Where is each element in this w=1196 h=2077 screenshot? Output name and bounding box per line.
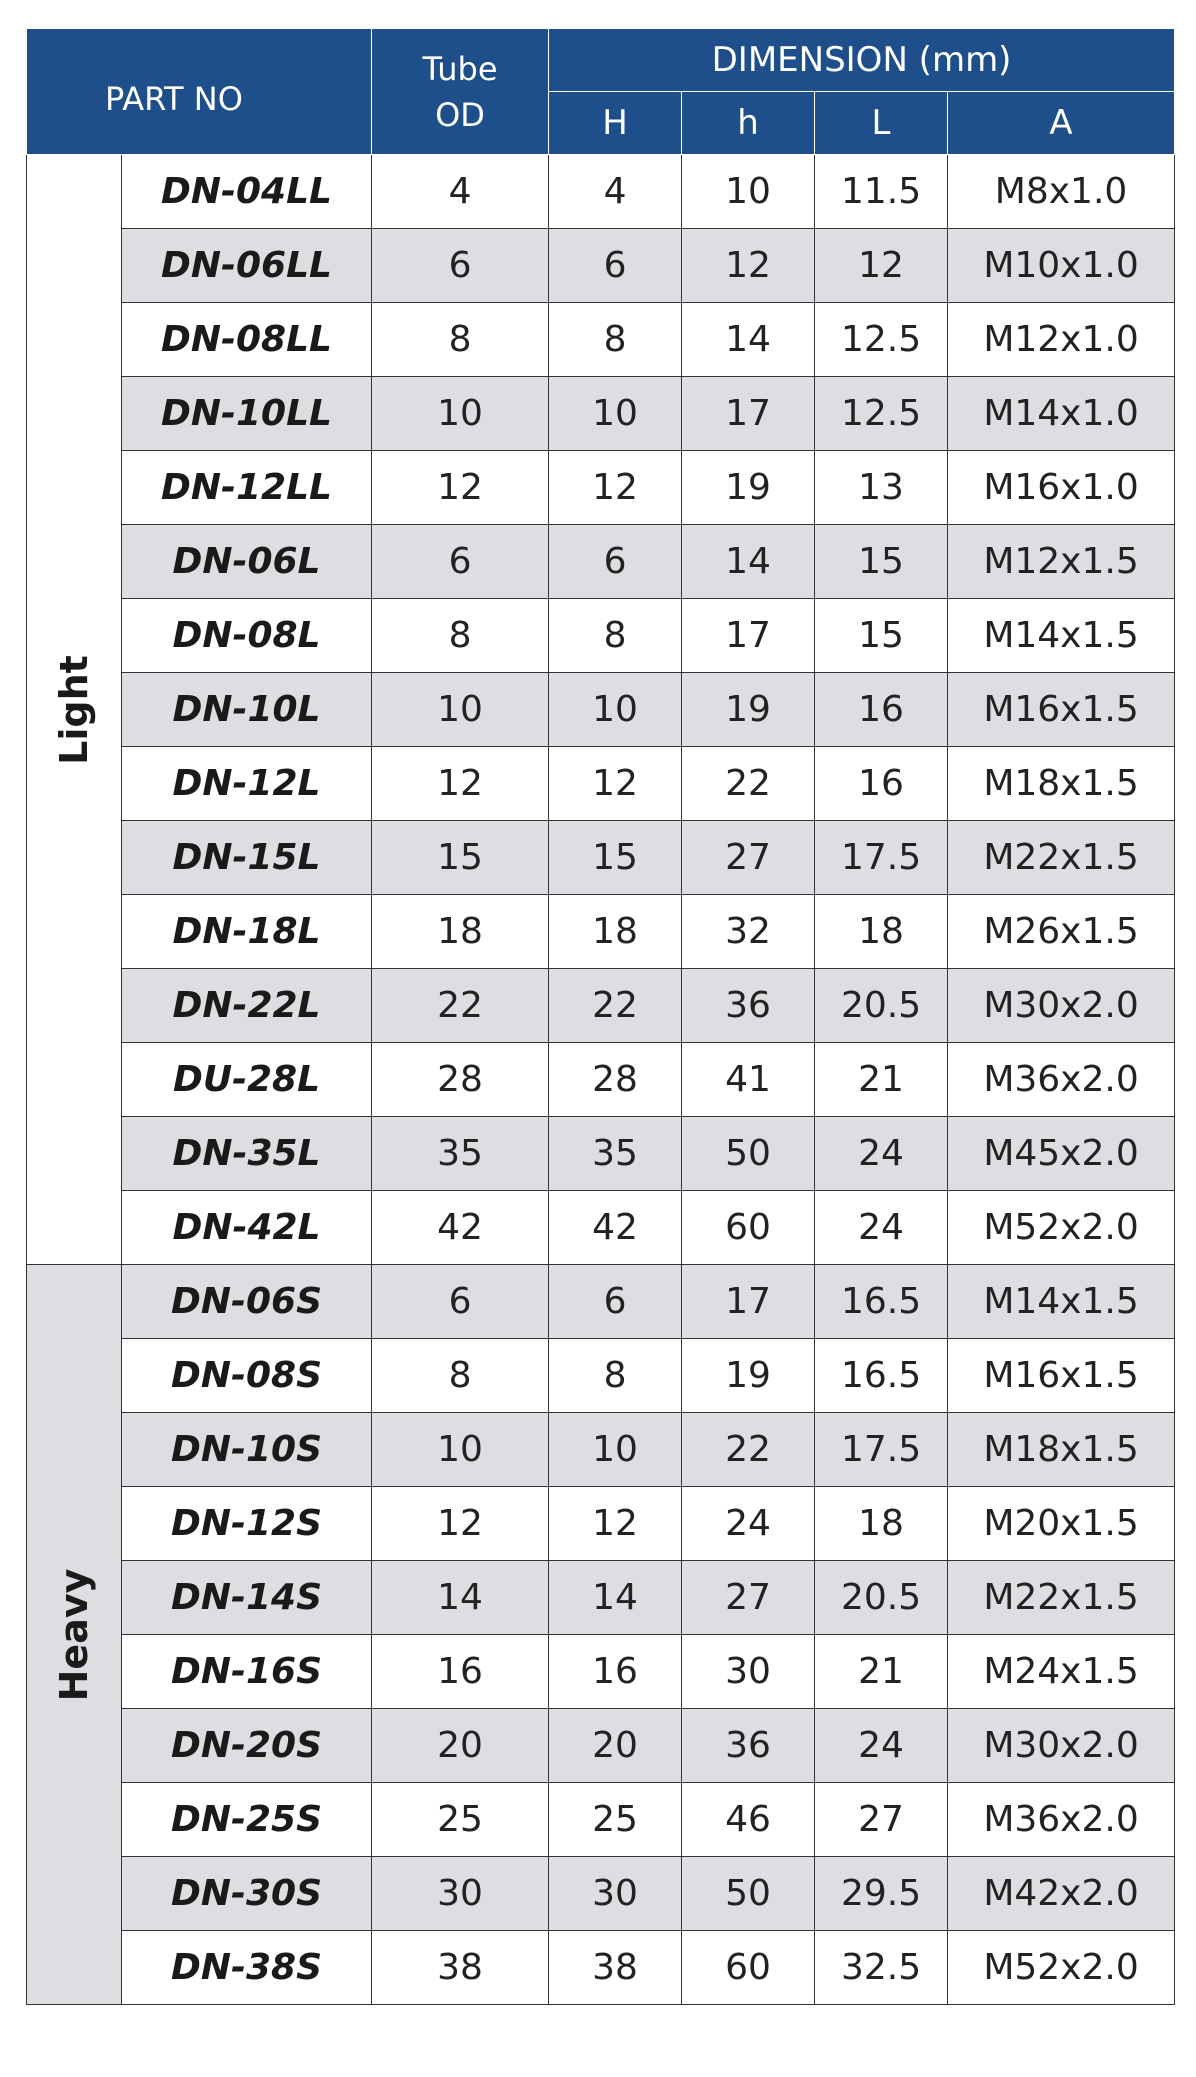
tube-od-cell: 4 xyxy=(372,155,549,229)
table-row xyxy=(27,377,1175,451)
dim-H-cell: 10 xyxy=(549,377,682,451)
part-no-cell: DN-10LL xyxy=(122,377,372,451)
dim-h-cell: 24 xyxy=(682,1487,815,1561)
tube-od-header-line2: OD xyxy=(435,95,485,134)
dim-A-cell: M16x1.5 xyxy=(948,673,1175,747)
dimension-table-container xyxy=(26,28,1174,2071)
dim-A-cell: M18x1.5 xyxy=(948,1413,1175,1487)
group-cell-heavy xyxy=(27,1265,122,2005)
dim-A-cell: M14x1.5 xyxy=(948,1265,1175,1339)
dim-H-cell: 25 xyxy=(549,1783,682,1857)
dim-L-cell: 24 xyxy=(815,1117,948,1191)
part-no-cell: DN-22L xyxy=(122,969,372,1043)
dim-L-cell: 27 xyxy=(815,1783,948,1857)
dim-H-cell: 12 xyxy=(549,747,682,821)
table-row xyxy=(27,303,1175,377)
part-no-cell: DN-18L xyxy=(122,895,372,969)
part-no-header: PART NO xyxy=(27,29,372,155)
part-no-cell: DN-42L xyxy=(122,1191,372,1265)
dim-H-cell: 10 xyxy=(549,673,682,747)
dim-h-cell: 60 xyxy=(682,1191,815,1265)
dim-H-cell: 30 xyxy=(549,1857,682,1931)
part-no-cell: DN-12S xyxy=(122,1487,372,1561)
table-row xyxy=(27,1043,1175,1117)
dim-A-cell: M12x1.0 xyxy=(948,303,1175,377)
dim-A-cell: M20x1.5 xyxy=(948,1487,1175,1561)
dim-A-cell: M22x1.5 xyxy=(948,821,1175,895)
dim-h-cell: 22 xyxy=(682,1413,815,1487)
dim-A-cell: M14x1.0 xyxy=(948,377,1175,451)
dim-A-cell: M16x1.5 xyxy=(948,1339,1175,1413)
tube-od-cell: 20 xyxy=(372,1709,549,1783)
dim-A-cell: M52x2.0 xyxy=(948,1931,1175,2005)
col-header-A: A xyxy=(948,92,1175,155)
dim-H-cell: 20 xyxy=(549,1709,682,1783)
part-no-cell: DN-06S xyxy=(122,1265,372,1339)
part-no-cell: DN-06LL xyxy=(122,229,372,303)
part-no-cell: DN-30S xyxy=(122,1857,372,1931)
table-row xyxy=(27,1709,1175,1783)
dim-h-cell: 36 xyxy=(682,969,815,1043)
part-no-cell: DN-16S xyxy=(122,1635,372,1709)
tube-od-cell: 25 xyxy=(372,1783,549,1857)
table-row xyxy=(27,1413,1175,1487)
dim-L-cell: 24 xyxy=(815,1191,948,1265)
dim-A-cell: M24x1.5 xyxy=(948,1635,1175,1709)
part-no-cell: DN-10L xyxy=(122,673,372,747)
dim-H-cell: 38 xyxy=(549,1931,682,2005)
table-row xyxy=(27,969,1175,1043)
table-body xyxy=(27,155,1175,2005)
table-row xyxy=(27,1265,1175,1339)
group-label-light: Light xyxy=(52,654,96,765)
dim-A-cell: M45x2.0 xyxy=(948,1117,1175,1191)
tube-od-header-line1: Tube xyxy=(422,49,498,88)
tube-od-cell: 38 xyxy=(372,1931,549,2005)
dim-h-cell: 14 xyxy=(682,303,815,377)
dim-L-cell: 15 xyxy=(815,599,948,673)
dim-H-cell: 12 xyxy=(549,1487,682,1561)
tube-od-cell: 6 xyxy=(372,525,549,599)
dim-h-cell: 50 xyxy=(682,1117,815,1191)
tube-od-cell: 35 xyxy=(372,1117,549,1191)
part-no-cell: DN-08L xyxy=(122,599,372,673)
dim-L-cell: 32.5 xyxy=(815,1931,948,2005)
dim-A-cell: M36x2.0 xyxy=(948,1783,1175,1857)
dim-h-cell: 17 xyxy=(682,1265,815,1339)
tube-od-cell: 10 xyxy=(372,1413,549,1487)
dim-h-cell: 12 xyxy=(682,229,815,303)
part-no-cell: DN-15L xyxy=(122,821,372,895)
dim-H-cell: 42 xyxy=(549,1191,682,1265)
dim-L-cell: 12.5 xyxy=(815,303,948,377)
dim-L-cell: 12.5 xyxy=(815,377,948,451)
table-row xyxy=(27,821,1175,895)
part-no-cell: DN-04LL xyxy=(122,155,372,229)
dim-L-cell: 16 xyxy=(815,747,948,821)
dim-L-cell: 17.5 xyxy=(815,1413,948,1487)
part-no-cell: DN-06L xyxy=(122,525,372,599)
dim-h-cell: 17 xyxy=(682,377,815,451)
dim-h-cell: 14 xyxy=(682,525,815,599)
table-row xyxy=(27,1339,1175,1413)
col-header-L: L xyxy=(815,92,948,155)
dim-L-cell: 16 xyxy=(815,673,948,747)
part-no-cell: DN-38S xyxy=(122,1931,372,2005)
dim-L-cell: 20.5 xyxy=(815,1561,948,1635)
dim-H-cell: 12 xyxy=(549,451,682,525)
dim-h-cell: 10 xyxy=(682,155,815,229)
dim-L-cell: 20.5 xyxy=(815,969,948,1043)
table-row xyxy=(27,895,1175,969)
part-no-cell: DN-12LL xyxy=(122,451,372,525)
dim-L-cell: 16.5 xyxy=(815,1339,948,1413)
dim-L-cell: 15 xyxy=(815,525,948,599)
dim-h-cell: 50 xyxy=(682,1857,815,1931)
dim-A-cell: M52x2.0 xyxy=(948,1191,1175,1265)
tube-od-cell: 42 xyxy=(372,1191,549,1265)
table-row xyxy=(27,1857,1175,1931)
col-header-h: h xyxy=(682,92,815,155)
dim-H-cell: 6 xyxy=(549,1265,682,1339)
dim-L-cell: 21 xyxy=(815,1043,948,1117)
dim-A-cell: M14x1.5 xyxy=(948,599,1175,673)
dim-h-cell: 32 xyxy=(682,895,815,969)
tube-od-cell: 16 xyxy=(372,1635,549,1709)
tube-od-cell: 10 xyxy=(372,377,549,451)
dim-L-cell: 24 xyxy=(815,1709,948,1783)
dim-h-cell: 22 xyxy=(682,747,815,821)
tube-od-cell: 12 xyxy=(372,1487,549,1561)
part-no-cell: DN-25S xyxy=(122,1783,372,1857)
dim-L-cell: 18 xyxy=(815,1487,948,1561)
dim-L-cell: 17.5 xyxy=(815,821,948,895)
tube-od-cell: 15 xyxy=(372,821,549,895)
table-row xyxy=(27,1191,1175,1265)
dim-A-cell: M26x1.5 xyxy=(948,895,1175,969)
tube-od-cell: 18 xyxy=(372,895,549,969)
group-cell-light xyxy=(27,155,122,1265)
dim-h-cell: 60 xyxy=(682,1931,815,2005)
table-row xyxy=(27,747,1175,821)
part-no-cell: DN-08S xyxy=(122,1339,372,1413)
tube-od-cell: 28 xyxy=(372,1043,549,1117)
table-row xyxy=(27,1783,1175,1857)
table-row xyxy=(27,1117,1175,1191)
tube-od-cell: 8 xyxy=(372,303,549,377)
dim-h-cell: 46 xyxy=(682,1783,815,1857)
dim-A-cell: M8x1.0 xyxy=(948,155,1175,229)
dim-L-cell: 29.5 xyxy=(815,1857,948,1931)
table-row xyxy=(27,1561,1175,1635)
dim-A-cell: M16x1.0 xyxy=(948,451,1175,525)
tube-od-header xyxy=(372,29,549,155)
tube-od-cell: 12 xyxy=(372,451,549,525)
dim-H-cell: 8 xyxy=(549,1339,682,1413)
table-row xyxy=(27,1487,1175,1561)
dim-L-cell: 21 xyxy=(815,1635,948,1709)
table-header xyxy=(27,29,1175,155)
dim-H-cell: 8 xyxy=(549,599,682,673)
dim-h-cell: 17 xyxy=(682,599,815,673)
tube-od-cell: 8 xyxy=(372,1339,549,1413)
dim-L-cell: 12 xyxy=(815,229,948,303)
tube-od-cell: 30 xyxy=(372,1857,549,1931)
dim-H-cell: 16 xyxy=(549,1635,682,1709)
dim-h-cell: 27 xyxy=(682,1561,815,1635)
part-no-cell: DU-28L xyxy=(122,1043,372,1117)
part-no-cell: DN-20S xyxy=(122,1709,372,1783)
table-row xyxy=(27,673,1175,747)
dim-H-cell: 35 xyxy=(549,1117,682,1191)
dim-H-cell: 22 xyxy=(549,969,682,1043)
dim-A-cell: M30x2.0 xyxy=(948,969,1175,1043)
table-row xyxy=(27,1635,1175,1709)
table-row xyxy=(27,451,1175,525)
dim-h-cell: 27 xyxy=(682,821,815,895)
dim-A-cell: M22x1.5 xyxy=(948,1561,1175,1635)
dim-h-cell: 36 xyxy=(682,1709,815,1783)
dim-L-cell: 13 xyxy=(815,451,948,525)
dim-A-cell: M10x1.0 xyxy=(948,229,1175,303)
col-header-H: H xyxy=(549,92,682,155)
dim-H-cell: 18 xyxy=(549,895,682,969)
dim-H-cell: 28 xyxy=(549,1043,682,1117)
dim-h-cell: 30 xyxy=(682,1635,815,1709)
dimension-header: DIMENSION (mm) xyxy=(549,29,1175,92)
dim-H-cell: 14 xyxy=(549,1561,682,1635)
dim-H-cell: 8 xyxy=(549,303,682,377)
dim-h-cell: 19 xyxy=(682,673,815,747)
part-no-cell: DN-10S xyxy=(122,1413,372,1487)
tube-od-cell: 14 xyxy=(372,1561,549,1635)
dim-L-cell: 18 xyxy=(815,895,948,969)
dim-L-cell: 16.5 xyxy=(815,1265,948,1339)
dim-A-cell: M12x1.5 xyxy=(948,525,1175,599)
table-row xyxy=(27,525,1175,599)
part-no-cell: DN-35L xyxy=(122,1117,372,1191)
dim-A-cell: M18x1.5 xyxy=(948,747,1175,821)
table-row xyxy=(27,1931,1175,2005)
table-row xyxy=(27,229,1175,303)
tube-od-cell: 12 xyxy=(372,747,549,821)
dim-H-cell: 10 xyxy=(549,1413,682,1487)
dim-L-cell: 11.5 xyxy=(815,155,948,229)
part-no-cell: DN-14S xyxy=(122,1561,372,1635)
table-row xyxy=(27,599,1175,673)
tube-od-cell: 6 xyxy=(372,229,549,303)
part-no-cell: DN-08LL xyxy=(122,303,372,377)
dim-H-cell: 4 xyxy=(549,155,682,229)
dim-h-cell: 41 xyxy=(682,1043,815,1117)
dim-H-cell: 6 xyxy=(549,525,682,599)
part-no-cell: DN-12L xyxy=(122,747,372,821)
dim-A-cell: M36x2.0 xyxy=(948,1043,1175,1117)
dimension-table xyxy=(26,28,1175,2005)
dim-h-cell: 19 xyxy=(682,1339,815,1413)
dim-H-cell: 15 xyxy=(549,821,682,895)
group-label-heavy: Heavy xyxy=(52,1568,96,1701)
tube-od-cell: 6 xyxy=(372,1265,549,1339)
dim-A-cell: M30x2.0 xyxy=(948,1709,1175,1783)
tube-od-cell: 10 xyxy=(372,673,549,747)
dim-H-cell: 6 xyxy=(549,229,682,303)
tube-od-cell: 22 xyxy=(372,969,549,1043)
tube-od-cell: 8 xyxy=(372,599,549,673)
dim-h-cell: 19 xyxy=(682,451,815,525)
dim-A-cell: M42x2.0 xyxy=(948,1857,1175,1931)
table-row xyxy=(27,155,1175,229)
